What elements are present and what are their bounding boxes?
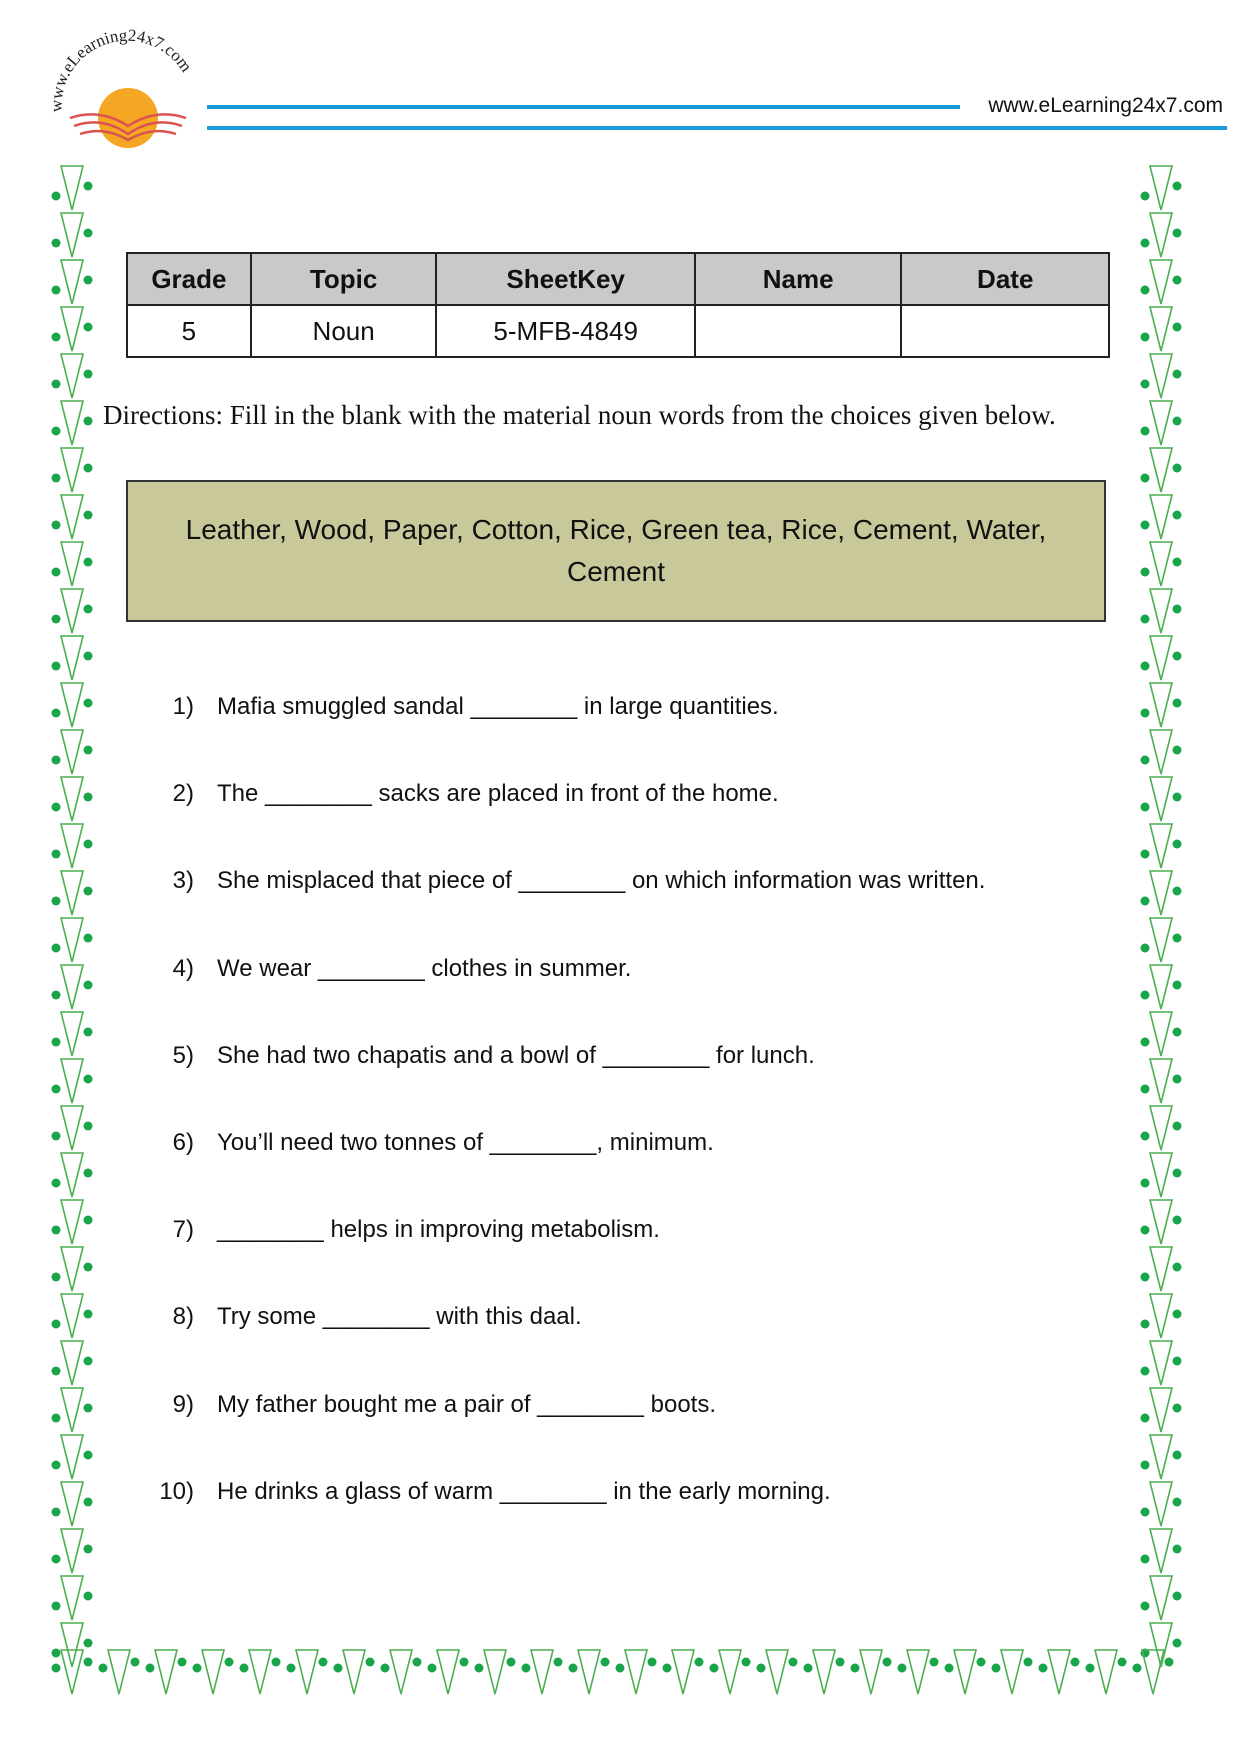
question-text: Try some ________ with this daal.	[217, 1303, 582, 1331]
question-number: 7)	[172, 1216, 194, 1244]
word-choices-text: Leather, Wood, Paper, Cotton, Rice, Green tea, Rice, Cement, Water, Cement	[185, 514, 1047, 587]
question-item	[140, 1216, 1100, 1303]
question-number: 4)	[172, 954, 194, 982]
question-item	[140, 780, 1100, 867]
question-text: ________ helps in improving metabolism.	[217, 1216, 660, 1244]
topic-header: Topic	[251, 253, 437, 305]
question-item	[140, 867, 1100, 954]
question-item	[140, 693, 1100, 780]
header-rule-top	[207, 105, 960, 109]
question-list	[140, 693, 1100, 1565]
question-text: She had two chapatis and a bowl of ________ for lunch.	[217, 1041, 815, 1069]
date-header: Date	[901, 253, 1109, 305]
question-number: 9)	[172, 1390, 194, 1418]
question-item	[140, 1303, 1100, 1390]
info-header-row	[127, 253, 1109, 305]
elearning-logo	[40, 22, 220, 152]
question-number: 2)	[172, 780, 194, 808]
sheetkey-value: 5-MFB-4849	[436, 305, 695, 357]
question-item	[140, 1129, 1100, 1216]
question-text: You’ll need two tonnes of ________, minimum.	[217, 1128, 714, 1156]
word-choices-box	[126, 480, 1106, 622]
logo-text: www.eLearning24x7.com	[46, 25, 196, 113]
info-value-row	[127, 305, 1109, 357]
grade-value: 5	[127, 305, 251, 357]
question-text: My father bought me a pair of ________ boots.	[217, 1390, 716, 1418]
sheetkey-header: SheetKey	[436, 253, 695, 305]
question-item	[140, 955, 1100, 1042]
directions-text: Directions: Fill in the blank with the material noun words from the choices given below.	[103, 400, 1056, 430]
question-text: The ________ sacks are placed in front of the home.	[217, 780, 779, 808]
question-text: We wear ________ clothes in summer.	[217, 954, 632, 982]
question-text: She misplaced that piece of ________ on which information was written.	[217, 867, 986, 895]
question-text: Mafia smuggled sandal ________ in large quantities.	[217, 693, 779, 720]
question-number: 3)	[172, 867, 194, 895]
header-url: www.eLearning24x7.com	[988, 94, 1223, 117]
grade-header: Grade	[127, 253, 251, 305]
header-rule-bottom	[207, 126, 1227, 130]
question-number: 8)	[172, 1303, 194, 1331]
date-field[interactable]	[901, 305, 1109, 357]
question-item	[140, 1478, 1100, 1565]
question-number: 6)	[172, 1128, 194, 1156]
name-field[interactable]	[695, 305, 902, 357]
question-number: 1)	[172, 693, 194, 720]
topic-value: Noun	[251, 305, 437, 357]
question-text: He drinks a glass of warm ________ in the early morning.	[217, 1477, 831, 1505]
question-number: 5)	[172, 1041, 194, 1069]
name-header: Name	[695, 253, 902, 305]
question-item	[140, 1042, 1100, 1129]
question-number: 10)	[159, 1477, 194, 1505]
question-item	[140, 1391, 1100, 1478]
info-table	[126, 252, 1110, 358]
